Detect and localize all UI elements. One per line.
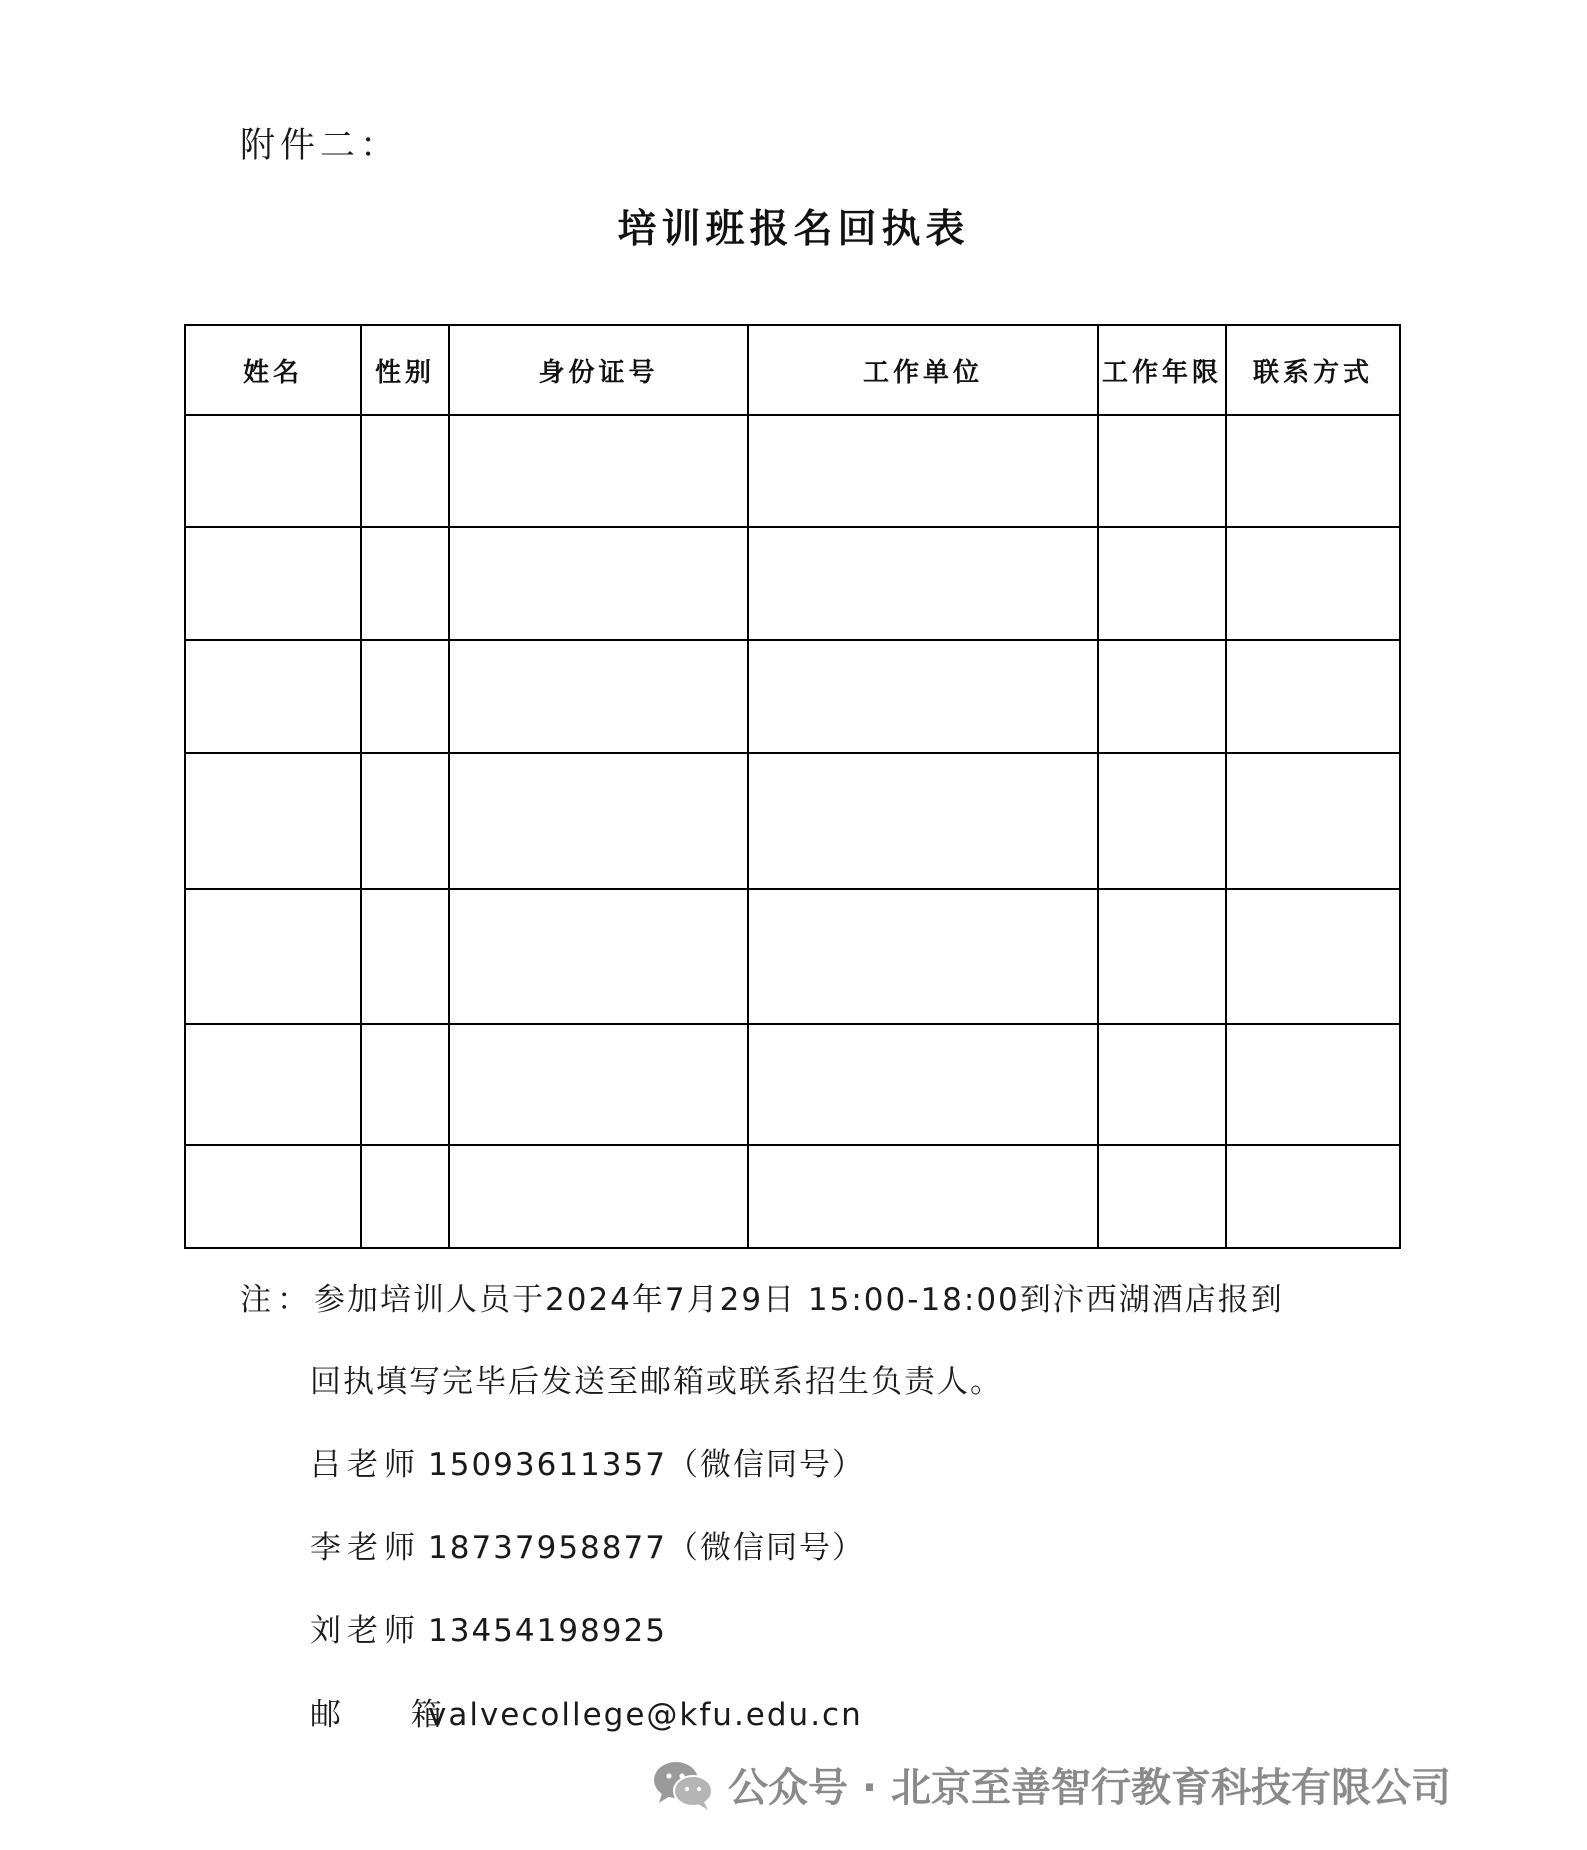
contact-lv (310, 1439, 865, 1484)
name-cell[interactable] (185, 527, 361, 640)
gender-cell[interactable] (361, 753, 449, 889)
note-line-1 (240, 1274, 1284, 1319)
table-row (185, 640, 1400, 753)
header-work-years: 工作年限 (1098, 325, 1226, 415)
gender-cell[interactable] (361, 527, 449, 640)
employer-cell[interactable] (748, 415, 1098, 527)
contact-value: 13454198925 (428, 1613, 667, 1649)
table-row (185, 753, 1400, 889)
employer-cell[interactable] (748, 889, 1098, 1024)
gender-cell[interactable] (361, 1145, 449, 1248)
gender-cell[interactable] (361, 415, 449, 527)
table-row (185, 527, 1400, 640)
table-header-row (185, 325, 1400, 415)
contact-cell[interactable] (1226, 889, 1400, 1024)
table-row (185, 889, 1400, 1024)
table-row (185, 1145, 1400, 1248)
contact-cell[interactable] (1226, 640, 1400, 753)
gender-cell[interactable] (361, 1024, 449, 1145)
contact-value: 15093611357（微信同号） (428, 1447, 865, 1483)
name-cell[interactable] (185, 753, 361, 889)
contact-cell[interactable] (1226, 753, 1400, 889)
note-line-2: 回执填写完毕后发送至邮箱或联系招生负责人。 (310, 1364, 1003, 1400)
name-cell[interactable] (185, 640, 361, 753)
id-number-cell[interactable] (449, 753, 748, 889)
watermark-text: 公众号 · 北京至善智行教育科技有限公司 (728, 1765, 1452, 1811)
work-years-cell[interactable] (1098, 889, 1226, 1024)
contact-cell[interactable] (1226, 1145, 1400, 1248)
name-cell[interactable] (185, 1145, 361, 1248)
work-years-cell[interactable] (1098, 415, 1226, 527)
email-label: 邮 箱 (310, 1697, 472, 1733)
attachment-label: 附件二： (240, 126, 401, 166)
contact-label: 李老师 (310, 1530, 421, 1566)
employer-cell[interactable] (748, 1024, 1098, 1145)
header-employer: 工作单位 (748, 325, 1098, 415)
wechat-icon (652, 1759, 714, 1811)
employer-cell[interactable] (748, 1145, 1098, 1248)
header-gender: 性别 (361, 325, 449, 415)
table-row (185, 415, 1400, 527)
gender-cell[interactable] (361, 889, 449, 1024)
id-number-cell[interactable] (449, 527, 748, 640)
employer-cell[interactable] (748, 753, 1098, 889)
gender-cell[interactable] (361, 640, 449, 753)
work-years-cell[interactable] (1098, 1024, 1226, 1145)
contact-value: 18737958877（微信同号） (428, 1530, 865, 1566)
contact-li (310, 1522, 865, 1567)
watermark (652, 1756, 1451, 1813)
work-years-cell[interactable] (1098, 527, 1226, 640)
header-name: 姓名 (185, 325, 361, 415)
contact-cell[interactable] (1226, 527, 1400, 640)
header-contact: 联系方式 (1226, 325, 1400, 415)
id-number-cell[interactable] (449, 889, 748, 1024)
employer-cell[interactable] (748, 640, 1098, 753)
registration-table (184, 324, 1401, 1249)
id-number-cell[interactable] (449, 1024, 748, 1145)
id-number-cell[interactable] (449, 640, 748, 753)
work-years-cell[interactable] (1098, 640, 1226, 753)
email-line (310, 1689, 863, 1734)
contact-cell[interactable] (1226, 1024, 1400, 1145)
work-years-cell[interactable] (1098, 753, 1226, 889)
email-value[interactable]: valvecollege@kfu.edu.cn (428, 1697, 863, 1733)
page-title: 培训班报名回执表 (617, 206, 970, 252)
id-number-cell[interactable] (449, 1145, 748, 1248)
note-prefix: 注： (240, 1282, 314, 1318)
contact-label: 吕老师 (310, 1447, 421, 1483)
work-years-cell[interactable] (1098, 1145, 1226, 1248)
contact-liu (310, 1605, 667, 1650)
contact-cell[interactable] (1226, 415, 1400, 527)
header-id-number: 身份证号 (449, 325, 748, 415)
name-cell[interactable] (185, 889, 361, 1024)
id-number-cell[interactable] (449, 415, 748, 527)
employer-cell[interactable] (748, 527, 1098, 640)
table-row (185, 1024, 1400, 1145)
name-cell[interactable] (185, 1024, 361, 1145)
contact-label: 刘老师 (310, 1613, 421, 1649)
name-cell[interactable] (185, 415, 361, 527)
note-registration-text: 参加培训人员于2024年7月29日 15:00-18:00到汴西湖酒店报到 (314, 1282, 1284, 1318)
